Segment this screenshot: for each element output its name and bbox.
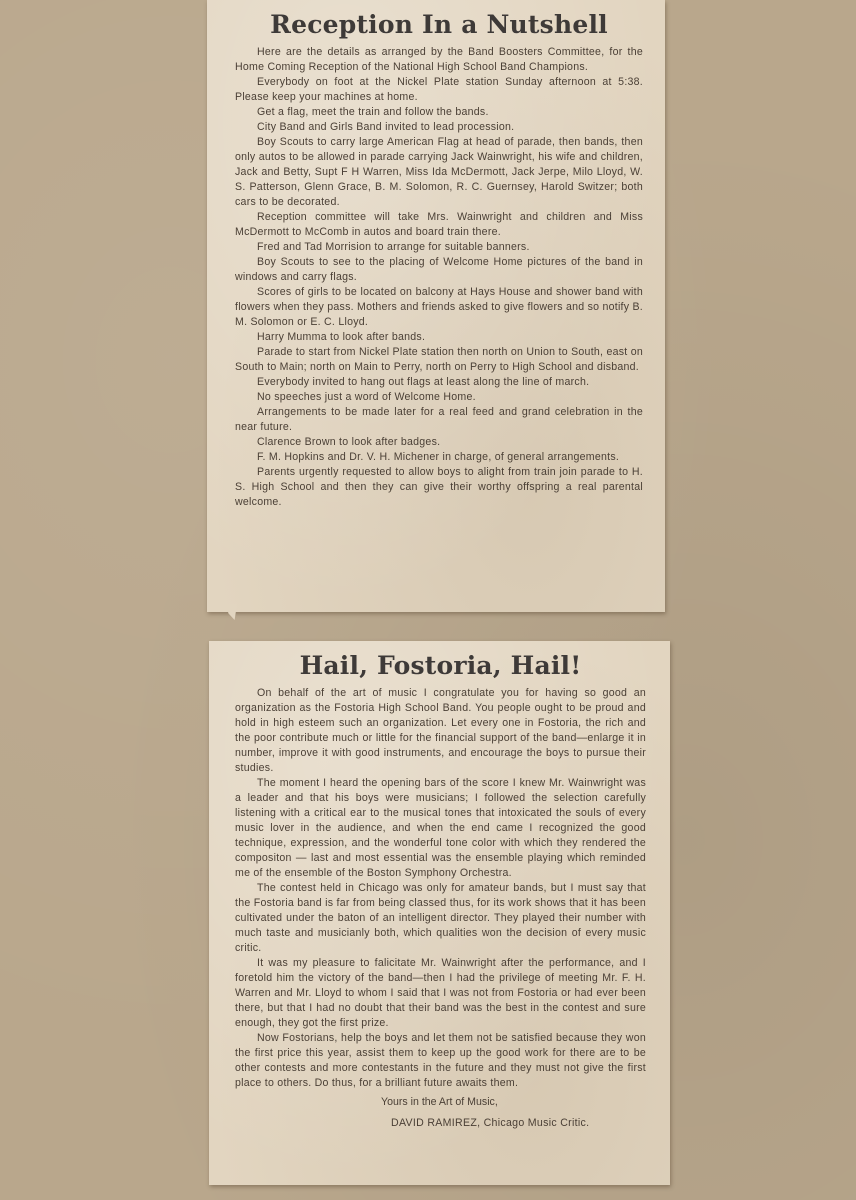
headline-hail-fostoria: Hail, Fostoria, Hail! (299, 651, 582, 680)
paragraph: Clarence Brown to look after badges. (257, 436, 441, 448)
article-body-reception (235, 45, 643, 510)
paragraph: Harry Mumma to look after bands. (257, 331, 426, 343)
clipping-reception-in-a-nutshell (207, 0, 665, 612)
article-body-hail-fostoria (235, 686, 646, 1091)
paragraph: Parade to start from Nickel Plate station then north on Union to South, east on South to Main; north on Main to Perry, north on Perry to High School and disband. (235, 346, 643, 373)
paragraph: F. M. Hopkins and Dr. V. H. Michener in charge, of general arrangements. (257, 451, 620, 463)
paragraph: It was my pleasure to falicitate Mr. Wainwright after the performance, and I foretold him the victory of the band—then I had the privilege of meeting Mr. F. H. Warren and Mr. Lloyd to whom I said that I was not from Fostoria or had ever been there, but that I had no doubt that their band was the best in the contest and sure enough, they got the first prize. (235, 957, 646, 1029)
paragraph: Scores of girls to be located on balcony at Hays House and shower band with flowers when they pass. Mothers and friends asked to give flowers and so notify B. M. Solomon or E. C. Lloyd. (235, 286, 643, 328)
paragraph: Boy Scouts to see to the placing of Welcome Home pictures of the band in windows and carry flags. (235, 256, 643, 283)
clipping-hail-fostoria-hail (209, 641, 670, 1185)
letter-signature: DAVID RAMIREZ, Chicago Music Critic. (391, 1117, 590, 1129)
letter-closing: Yours in the Art of Music, (381, 1096, 498, 1108)
paragraph: Everybody on foot at the Nickel Plate station Sunday afternoon at 5:38. Please keep your machines at home. (235, 76, 643, 103)
paragraph: Fred and Tad Morrision to arrange for suitable banners. (257, 241, 530, 253)
paragraph: The contest held in Chicago was only for amateur bands, but I must say that the Fostoria band is far from being classed thus, for its work shows that it has been cultivated under the baton of an intelligent director. They played their number with much taste and musicianly both, which qualities won the decision of every music critic. (235, 882, 646, 954)
paragraph: No speeches just a word of Welcome Home. (257, 391, 476, 403)
paragraph: Here are the details as arranged by the Band Boosters Committee, for the Home Coming Reception of the National High School Band Champions. (235, 46, 643, 73)
paragraph: Reception committee will take Mrs. Wainwright and children and Miss McDermott to McComb in autos and board train there. (235, 211, 643, 238)
paragraph: Arrangements to be made later for a real feed and grand celebration in the near future. (235, 406, 643, 433)
paragraph: Now Fostorians, help the boys and let them not be satisfied because they won the first price this year, assist them to keep up the good work for there are to be other contests and more contestants in the future and they must not give the first place to others. Do thus, for a brilliant future awaits them. (235, 1032, 646, 1089)
paragraph: City Band and Girls Band invited to lead procession. (257, 121, 515, 133)
torn-paper-edge (225, 604, 237, 620)
paragraph: Get a flag, meet the train and follow the bands. (257, 106, 489, 118)
paragraph: Boy Scouts to carry large American Flag at head of parade, then bands, then only autos to be allowed in parade carrying Jack Wainwright, his wife and children, Jack and Betty, Supt F H Warren, Miss Ida McDermott, Jack Jerpe, Milo Lloyd, W. S. Patterson, Glenn Grace, B. M. Solomon, R. C. Guernsey, Harold Switzer; both cars to be decorated. (235, 136, 643, 208)
paragraph: The moment I heard the opening bars of the score I knew Mr. Wainwright was a leader and that his boys were musicians; I followed the selection carefully listening with a critical ear to the musical tones that intoxicated the souls of every music lover in the audience, and when the end came I recognized the good technique, expression, and the wonderful tone color with which they rendered the compositon — last and most essential was the ensemble playing which reminded me of the ensemble of the Boston Symphony Orchestra. (235, 777, 646, 879)
paragraph: Parents urgently requested to allow boys to alight from train join parade to H. S. High School and then they can give their worthy offspring a real parental welcome. (235, 466, 643, 508)
headline-reception: Reception In a Nutshell (270, 10, 608, 39)
paragraph: On behalf of the art of music I congratulate you for having so good an organization as the Fostoria High School Band. You people ought to be proud and hold in high esteem such an organization. Let every one in Fostoria, the rich and the poor contribute much or little for the financial support of the band—enlarge it in number, improve it with good instruments, and encourage the boys to pursue their studies. (235, 687, 646, 774)
paragraph: Everybody invited to hang out flags at least along the line of march. (257, 376, 590, 388)
